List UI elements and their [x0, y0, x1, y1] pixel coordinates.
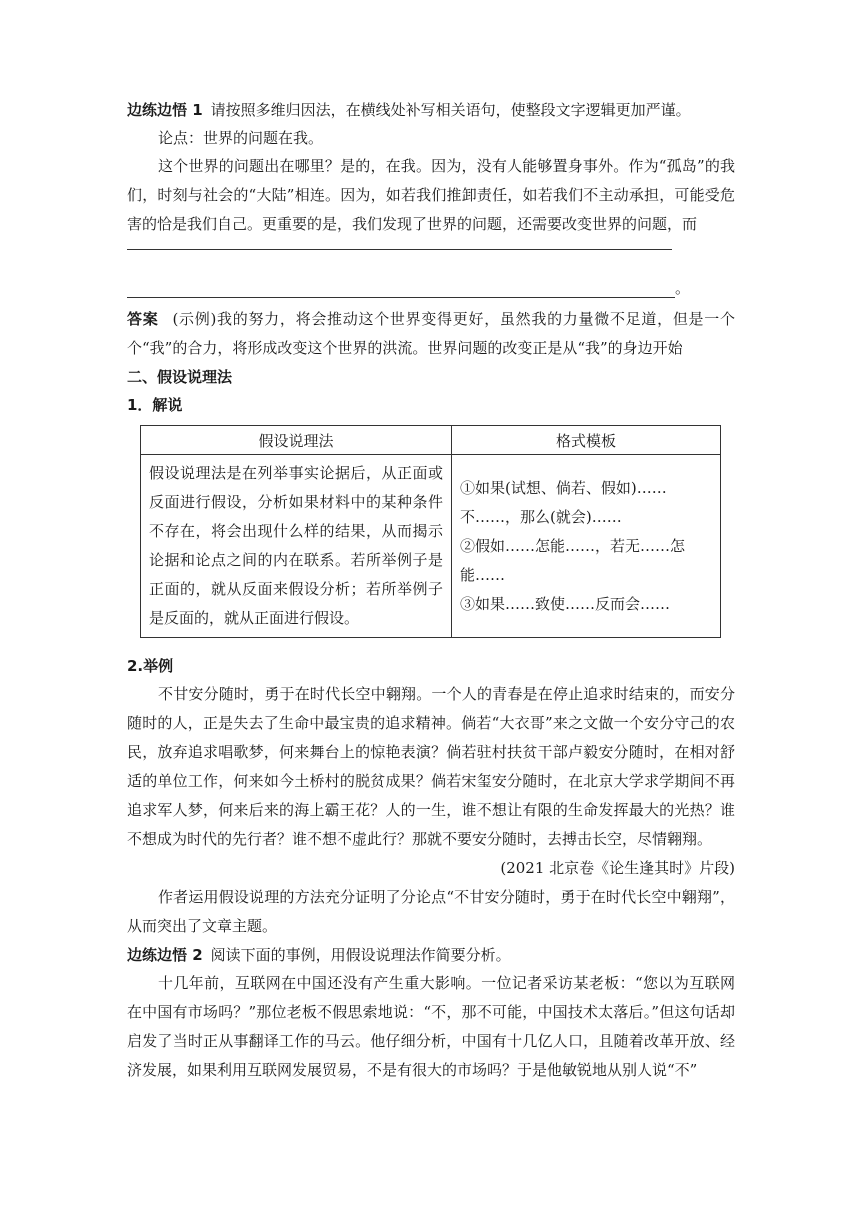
- exercise1-instruction: 请按照多维归因法，在横线处补写相关语句，使整段文字逻辑更加严谨。: [210, 101, 691, 119]
- exercise2-instruction: 阅读下面的事例，用假设说理法作简要分析。: [210, 946, 511, 964]
- answer-blank-line-1[interactable]: [127, 249, 735, 277]
- blank-underline: [127, 249, 672, 250]
- exercise2-label: 边练边悟 2: [127, 946, 203, 964]
- blank-underline: [127, 297, 675, 298]
- method-table: [140, 425, 721, 638]
- example-passage: 不甘安分随时，勇于在时代长空中翱翔。一个人的青春是在停止追求时结束的，而安分随时的人，正是失去了生命中最宝贵的追求精神。倘若“大衣哥”来之文做一个安分守己的农民，放弃追求唱歌梦，何来舞台上的惊艳表演？倘若驻村扶贫干部卢毅安分随时，在相对舒适的单位工作，何来如今土桥村的脱贫成果？倘若宋玺安分随时，在北京大学求学期间不再追求军人梦，何来后来的海上霸王花？人的一生，谁不想让有限的生命发挥最大的光热？谁不想成为时代的先行者？谁不想不虚此行？那就不要安分随时，去搏击长空，尽情翱翔。: [127, 685, 735, 848]
- table-header-method: 假设说理法: [141, 426, 452, 455]
- exercise2-passage: 十几年前，互联网在中国还没有产生重大影响。一位记者采访某老板：“您以为互联网在中国有市场吗？”那位老板不假思索地说：“不，那不可能，中国技术太落后。”但这句话却启发了当时正从事翻译工作的马云。他仔细分析，中国有十几亿人口，且随着改革开放、经济发展，如果利用互联网发展贸易，不是有很大的市场吗？于是他敏锐地从别人说“不”: [127, 974, 735, 1079]
- exercise1-passage: 这个世界的问题出在哪里？是的，在我。因为，没有人能够置身事外。作为“孤岛”的我们，时刻与社会的“大陆”相连。因为，如若我们推卸责任，如若我们不主动承担，可能受危害的恰是我们自己。更重要的是，我们发现了世界的问题，还需要改变世界的问题，而: [127, 157, 735, 233]
- exercise1-thesis: 论点：世界的问题在我。: [158, 129, 324, 147]
- template-item: ③如果……致使……反而会……: [460, 594, 671, 613]
- table-row: [141, 455, 721, 638]
- answer-paragraph: [127, 305, 735, 363]
- table-header-row: [141, 426, 721, 455]
- table-cell-templates: [452, 455, 721, 638]
- answer-blank-line-2[interactable]: [127, 277, 735, 305]
- exercise1-prompt: [127, 96, 735, 124]
- answer-text: (示例)我的努力，将会推动这个世界变得更好，虽然我的力量微不足道，但是一个个“我”的合力，将形成改变这个世界的洪流。世界问题的改变正是从“我”的身边开始: [127, 310, 735, 357]
- template-item: ②假如……怎能……，若无……怎能……: [460, 536, 686, 584]
- table-header-template: 格式模板: [452, 426, 721, 455]
- table-cell-definition: 假设说理法是在列举事实论据后，从正面或反面进行假设，分析如果材料中的某种条件不存在，将会出现什么样的结果，从而揭示论据和论点之间的内在联系。若所举例子是正面的，就从反面来假设分析；若所举例子是反面的，就从正面进行假设。: [141, 455, 452, 638]
- exercise1-label: 边练边悟 1: [127, 101, 203, 119]
- blank-end-punctuation: 。: [675, 279, 691, 297]
- subsection-explanation: 1．解说: [127, 396, 183, 414]
- subsection-example: 2.举例: [127, 657, 174, 675]
- answer-label: 答案: [127, 310, 159, 328]
- document-page: [127, 96, 735, 1085]
- example-source: (2021 北京卷《论生逢其时》片段): [500, 859, 735, 877]
- example-analysis: 作者运用假设说理的方法充分证明了分论点“不甘安分随时，勇于在时代长空中翱翔”，从而突出了文章主题。: [127, 888, 735, 935]
- section-heading: 二、假设说理法: [127, 368, 233, 386]
- template-item: ①如果(试想、倘若、假如)……不……，那么(就会)……: [460, 478, 667, 526]
- exercise2-prompt: [127, 941, 735, 969]
